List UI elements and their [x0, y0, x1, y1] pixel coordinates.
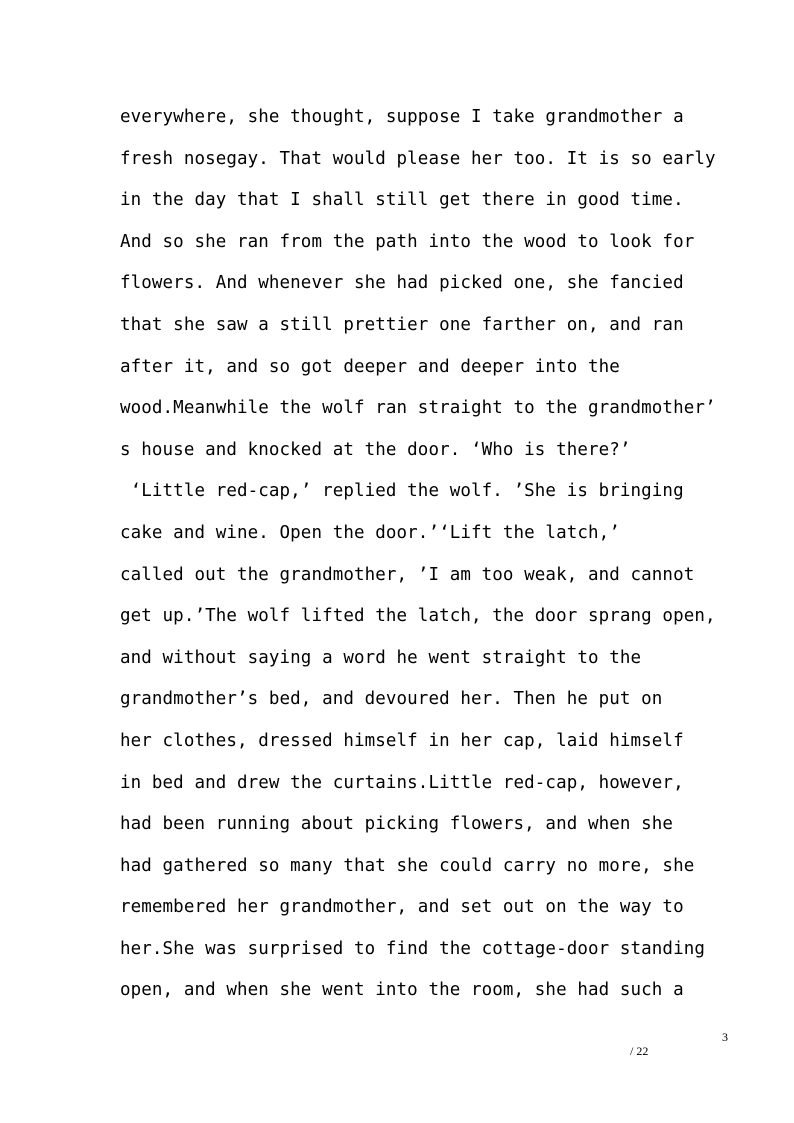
text-line: her.She was surprised to find the cottage-door standing	[120, 938, 705, 959]
text-line: had gathered so many that she could carry no more, she	[120, 855, 695, 876]
body-text	[120, 97, 720, 1012]
text-line: grandmother’s bed, and devoured her. Then he put on	[120, 689, 663, 710]
text-line: get up.’The wolf lifted the latch, the door sprang open,	[120, 606, 716, 627]
page-total: / 22	[630, 1044, 649, 1058]
text-line: And so she ran from the path into the wood to look for	[120, 231, 695, 252]
text-line: called out the grandmother, ’I am too weak, and cannot	[120, 564, 695, 585]
text-line: flowers. And whenever she had picked one, she fancied	[120, 273, 684, 294]
text-line: and without saying a word he went straight to the	[120, 647, 642, 668]
text-line: in the day that I shall still get there in good time.	[120, 190, 684, 211]
text-line: her clothes, dressed himself in her cap, laid himself	[120, 730, 684, 751]
text-line: that she saw a still prettier one farther on, and ran	[120, 314, 684, 335]
text-line: s house and knocked at the door. ‘Who is there?’	[120, 439, 631, 460]
text-line: fresh nosegay. That would please her too. It is so early	[120, 148, 716, 169]
text-line: everywhere, she thought, suppose I take grandmother a	[120, 107, 684, 127]
text-line: cake and wine. Open the door.’‘Lift the latch,’	[120, 522, 620, 543]
text-line: after it, and so got deeper and deeper into the	[120, 356, 620, 377]
text-line: open, and when she went into the room, she had such a	[120, 980, 684, 1001]
text-line: wood.Meanwhile the wolf ran straight to the grandmother’	[120, 398, 716, 419]
text-line: remembered her grandmother, and set out on the way to	[120, 897, 684, 918]
text-line: had been running about picking flowers, and when she	[120, 814, 674, 835]
page-number: 3	[722, 1030, 728, 1044]
text-line: in bed and drew the curtains.Little red-cap, however,	[120, 772, 684, 793]
text-line: ‘Little red-cap,’ replied the wolf. ’She is bringing	[120, 481, 684, 502]
